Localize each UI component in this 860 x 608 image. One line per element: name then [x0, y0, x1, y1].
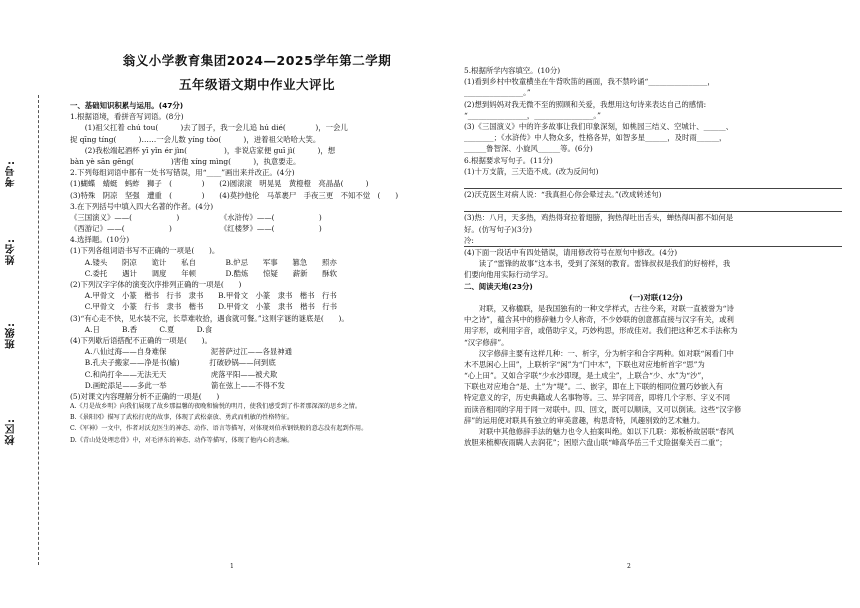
question-line: 们要向他用实际行动学习。: [464, 270, 553, 280]
question-line: ________________。”: [464, 88, 531, 98]
cut-line: [38, 95, 39, 565]
passage-line: “心上田”。又如合字联“少水沙即现，是土成尘”，上联合“少、水”为“沙”，: [464, 371, 709, 381]
option-line: B.《景阳冈》描写了武松打虎的故事，体现了武松豪放、勇武而机敏的性格特征。: [70, 414, 294, 422]
question-line: 《西游记》——( ) 《红楼梦》——( ): [70, 224, 322, 234]
question-line: 捉 qīng tíng( )……一会儿数 yíng tòo( )，迸着祖父哈哈大笑。: [70, 134, 321, 144]
passage-line: 木不思闲心上田”，上联析字“闲”为“门中木”，下联也对应地析首字“思”为: [464, 359, 705, 369]
binding-margin: [0, 0, 62, 608]
question-line: (5)对课文内容理解分析不正确的一项是( ): [70, 391, 220, 401]
question-line: (3)《三国演义》中的许多故事让我们印象深刻，如桃园三结义、空城计、______、: [464, 121, 734, 131]
page-number-right: 2: [627, 563, 631, 570]
question-line: (1)下列各组词语书写不正确的一项是( )。: [70, 246, 220, 256]
option-line: A.镂头 阴凉 诡计 私自 B.炉忌 军事 篡急 照亦: [70, 257, 337, 267]
passage-line: 对联中其他修辞手法的魅力也令人拍案叫绝。如以下几联：郑板桥故居联“春风: [464, 427, 734, 436]
question-line: (1)祖父扛着 chú tou( )去了园子，我一会儿追 hú dié( )，一会儿: [70, 123, 348, 133]
question-line: 3.在下列括号中填入四大名著的作者。(4分): [70, 201, 214, 211]
question-line: 2.下列每组词语中都有一处书写错误，用“____”画出来并改正。(4分): [70, 168, 295, 178]
question-line: (2)想到妈妈对我无微不至的照顾和关爱，我想用这句诗来表达自己的感情:: [464, 99, 707, 109]
option-line: A.甲骨文 小篆 楷书 行书 隶书 B.甲骨文 小篆 隶书 楷书 行书: [70, 291, 337, 301]
passage-line: 下联也对应地合“是、土”为“堤”。二、嵌字，即在上下联的相同位置巧妙嵌入有: [464, 382, 724, 392]
question-line: 5.根据所学内容填空。(10分): [464, 66, 561, 75]
option-line: C.和尚打伞——无法无天 虎落平阳——被犬欺: [70, 369, 278, 379]
page-number-left: 1: [230, 563, 234, 570]
question-line: “________________，________________。”: [464, 110, 601, 120]
exam-subtitle: 五年级语文期中作业大评比: [178, 77, 335, 92]
label-exam-number: 考号:: [6, 160, 17, 187]
question-line: (2)沃克医生对病人说：“我真担心你会晕过去。”(改成转述句): [464, 190, 662, 200]
answer-line: [464, 177, 842, 189]
option-line: B.孔夫子搬家——净是书(输) 打破砂锅——问到底: [70, 358, 276, 368]
question-line: (2)下列汉字字体的演变次序排列正确的一项是( ): [70, 280, 242, 289]
question-line: 1.根据语境，看拼音写词语。(8分): [70, 112, 184, 122]
exam-title: 翁义小学教育集团2024—2025学年第二学期: [122, 53, 392, 68]
option-line: A.《月是故乡明》向我们展现了故乡那温馨的夜晚和愉悦的明月，使我们感受到了作者那深深的思乡之情。: [70, 403, 362, 411]
passage-line: 辞”的运用使对联具有独立的审美意趣，构思奇特，风趣别致的艺术魅力。: [464, 415, 705, 425]
question-line: (4)下面一段话中有四处错误，请用修改符号在原句中修改。(4分): [464, 248, 678, 257]
option-line: C.甲骨文 小篆 行书 隶书 楷书 D.甲骨文 小篆 隶书 楷书 行书: [70, 302, 338, 312]
option-line: A.日 B.香 C.夏 D.食: [70, 324, 213, 334]
passage-line: 汉字修辞主要有这样几种：一、析字，分为析字和合字两种。如对联“闲看门中: [464, 348, 734, 358]
question-line: (1)十万支箭，三天造不成。(改为反问句): [464, 166, 599, 176]
option-line: C.《军神》一文中，作者对沃克医生的神态、动作、语言等描写，对体现刘伯承钢铁般的意志没有起到作用。: [70, 425, 368, 433]
question-line: 读了“雷锋的故事”这本书，受到了深刻的教育。雷锋叔叔是我们的好榜样，我: [464, 259, 731, 269]
passage-line: 中之诗”，蕴含其中的修辞魅力令人称奇，不少妙联的创意都直接与汉字有关，或利: [464, 315, 734, 325]
question-line: (3)“有心走不快，见水装不完，长草难收拾，遇食就可餐。”这则字谜的谜底是( )。: [70, 313, 349, 323]
question-line: (4)下列歇后语搭配不正确的一项是( )。: [70, 335, 212, 345]
question-line: 6.根据要求写句子。(11分): [464, 155, 553, 165]
right-body: [464, 65, 848, 448]
option-line: C.委托 遇计 调度 年顿 D.酷炼 惊疑 薪新 酥软: [70, 268, 338, 278]
question-line: 4.选择题。(10分): [70, 235, 130, 245]
question-line: ________；《水浒传》中人物众多，性格各异，如智多星______，及时雨______，: [464, 133, 727, 143]
option-line: D.画蛇添足——多此一举 箭在弦上——不得不发: [70, 380, 285, 390]
question-line: (1)看到乡村中牧童横坐在牛背吹笛的画面，我不禁吟诵“________________，: [464, 77, 715, 87]
passage-line: 而读音相同的字用于同一对联中。四、回文，既可以顺读，又可以倒读。这些“汉字修: [464, 404, 742, 414]
question-line: (1)蝴蝶 蜻蜓 蚂蚱 狮子 ( ) (2)圆滚滚 明晃晃 黄橙橙 亮晶晶( ): [70, 179, 369, 189]
passage-line: 特定意义的字，历史典籍或人名事物等。三、异字同音，即将几个字形、字义不同: [464, 393, 731, 403]
section-heading: 二、阅读天地(23分): [464, 281, 533, 291]
passage-line: 对联，又称楹联，是我国独有的一种文学样式，古往今来，对联一直被誉为“诗: [464, 303, 734, 313]
question-line: (3)特殊 阴凉 坚强 遭重 ( ) (4)莫抄他伦 马革裹尸 手夜三更 不知不觉 ( ): [70, 190, 399, 200]
question-line: 好。(仿写句子)(3分): [464, 224, 532, 234]
passage-line: 放胆来梳柳夜雨瞒人去润花”；困原六盘山联“峰高华岳三千丈险据秦关百二重”；: [464, 438, 727, 448]
option-line: D.《青山处处埋忠骨》中，对毛泽东的神态、动作等描写，体现了他内心的悲痛。: [70, 436, 294, 444]
option-line: A.八仙过海——自身难保 泥菩萨过江——各显神通: [70, 347, 293, 357]
passage-line: “汉字修辞”。: [464, 337, 509, 347]
passage-line: 用字形，或利用字音，或借助字义，巧妙构思，形成佳对。我们把这种艺术手法称为: [464, 326, 738, 336]
reading-title: (一)对联(12分): [629, 292, 683, 302]
label-class: 班级:: [6, 322, 17, 349]
label-name: 姓名:: [6, 238, 17, 265]
question-line: (2)我松端起酒杯 yī yǐn ér jìn( )，非说店家便 guī jì( )，想: [70, 145, 336, 155]
label-campus: 校区:: [6, 418, 17, 445]
section-heading: 一、基础知识积累与运用。(47分): [70, 101, 184, 110]
question-line: 《三国演义》——( ) 《水浒传》——( ): [70, 212, 322, 222]
question-line: ______鲁智深、小旋风______等。(6分): [464, 144, 593, 154]
question-line: 冷:: [464, 235, 842, 247]
question-line: bàn yè sān gēng( )害他 xíng mìng( )，执意要走。: [70, 156, 301, 166]
answer-line: [464, 200, 842, 212]
question-line: (3)热：八月，天多热，鸡热得耷拉着翅膀，狗热得吐出舌头，蝉热得叫都不如何是: [464, 213, 734, 223]
left-body: [70, 100, 450, 447]
